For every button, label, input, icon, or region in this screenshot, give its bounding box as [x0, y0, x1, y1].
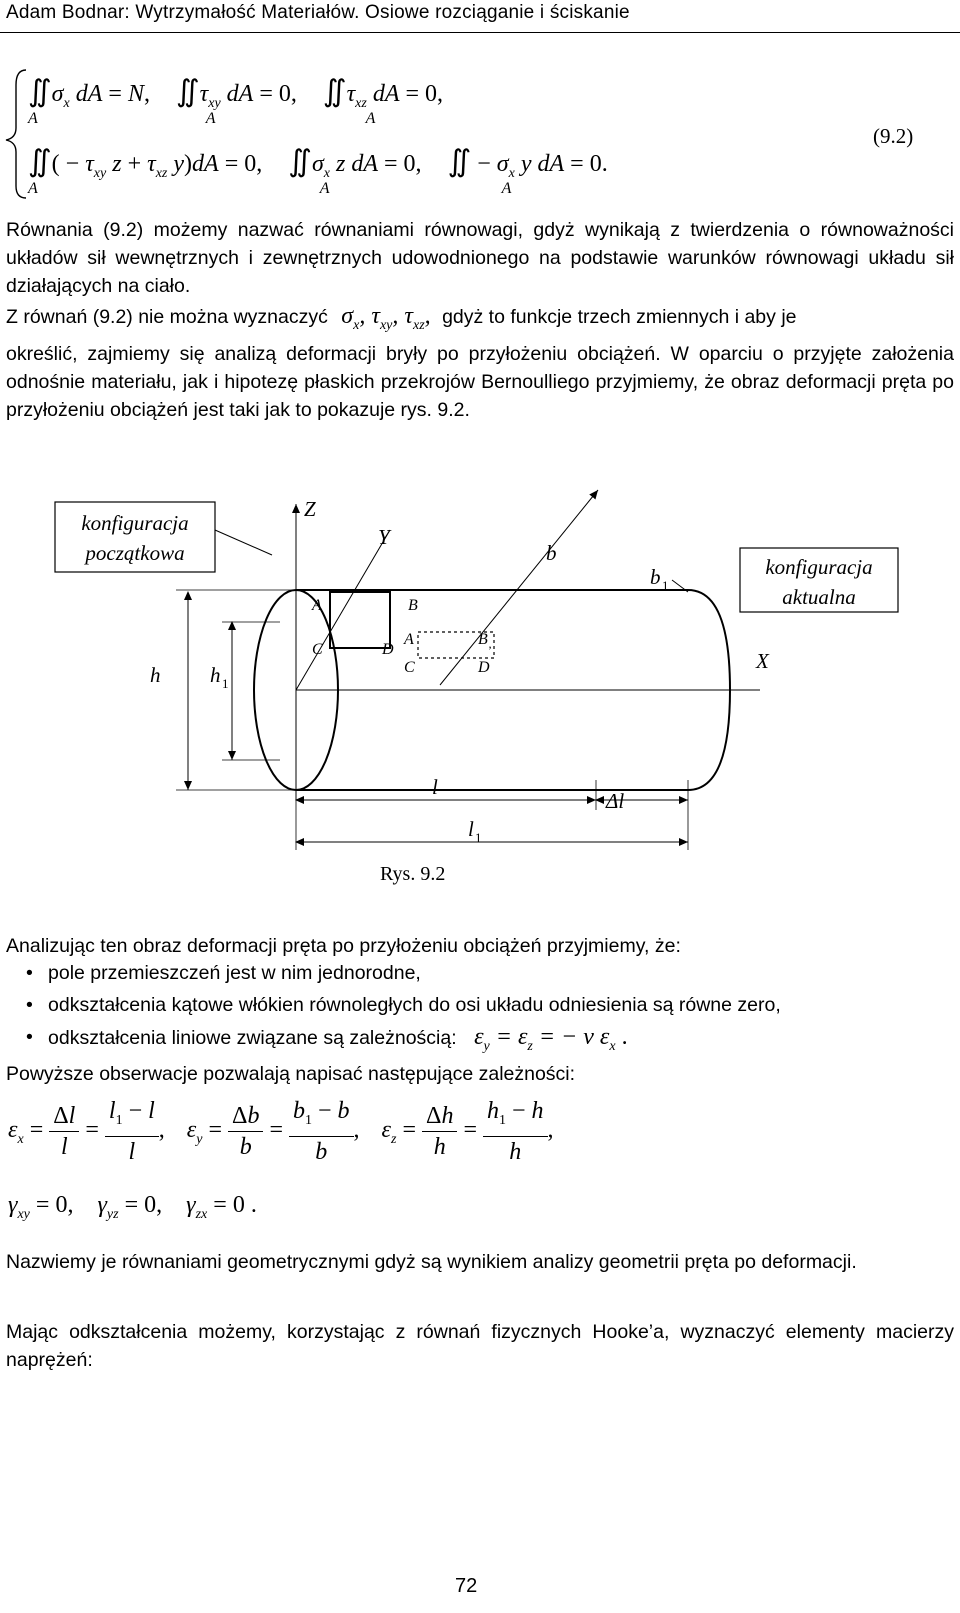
dim-l1-label: l: [468, 817, 474, 841]
dim-l1-sub: 1: [475, 830, 482, 845]
bullet-item: odkształcenia liniowe związane są zależnością: $\varepsilon_y = \varepsilon_z$ = − ν $\varepsilon_x$ .: [48, 1024, 628, 1054]
axis-y-label: Y: [378, 525, 390, 549]
equation-row-2: ∬( − $\tau_{xy}$ $z + \tau_{xz}$ y)dA = 0, $∬\sigma_x$ z dA = 0, ∬ − $\sigma_x$ y dA = 0.: [28, 145, 608, 181]
page-number: 72: [455, 1575, 478, 1597]
equation-row-1-limits: A A A: [28, 110, 376, 127]
paragraph-geometric-equations: Nazwiemy je równaniami geometrycznymi gdyż są wynikiem analizy geometrii pręta po deformacji.: [6, 1251, 857, 1273]
pt-c-prime: C: [404, 659, 415, 676]
dim-dl-label: Δl: [606, 789, 625, 813]
dim-h1-label: h: [210, 663, 221, 687]
label-current-line1: konfiguracja: [765, 555, 873, 579]
dim-b-label: b: [546, 541, 557, 565]
svg-text:’: ’: [488, 643, 492, 657]
paragraph-equilibrium: Równania (9.2) możemy nazwać równaniami równowagi, gdyż wynikają z twierdzenia o równoważności układów sił wewnętrznych i zewnętrznych udowodnionego na podstawie warunków równowagi układu sił działających na ciało.: [6, 219, 954, 297]
label-initial-line1: konfiguracja: [81, 511, 189, 535]
y-axis: [296, 530, 390, 690]
pt-b-prime: B: [478, 631, 488, 648]
bullet-marker: •: [26, 994, 33, 1016]
p2-start: Z równań (9.2) nie można wyznaczyć: [6, 306, 328, 328]
paragraph-assumptions: Analizując ten obraz deformacji pręta po przyłożeniu obciążeń przyjmiemy, że:: [6, 935, 681, 957]
p2-end: gdyż to funkcje trzech zmiennych i aby je: [442, 306, 797, 328]
bullet-item: pole przemieszczeń jest w nim jednorodne,: [48, 962, 421, 984]
label-initial-line2: początkowa: [85, 541, 185, 565]
pt-d: D: [382, 641, 394, 658]
equation-row-1: $∬\sigma_x$ dA = N, $∬\tau_{xy}$ dA = 0, $∬\tau_{xz}$ dA = 0,: [28, 75, 444, 111]
dim-h-label: h: [150, 663, 161, 687]
pt-b: B: [408, 597, 418, 614]
element-initial: [330, 592, 390, 648]
pt-a: A: [312, 597, 322, 614]
bullet-item: odkształcenia kątowe włókien równoległych do osi układu odniesienia są równe zero,: [48, 994, 781, 1016]
dim-b1-label: b: [650, 565, 661, 589]
dim-l-label: l: [432, 775, 438, 799]
bullet-marker: •: [26, 962, 33, 984]
paragraph-hooke: Mając odkształcenia możemy, korzystając z równań fizycznych Hooke’a, wyznaczyć elementy macierzy naprężeń:: [6, 1321, 954, 1371]
dim-b1-sub: 1: [662, 578, 669, 593]
paragraph-relations: Powyższe obserwacje pozwalają napisać następujące zależności:: [6, 1063, 576, 1085]
bullet-marker: •: [26, 1026, 33, 1048]
pt-c: C: [312, 641, 323, 658]
equation-number: (9.2): [873, 124, 914, 148]
figure-caption: Rys. 9.2: [380, 863, 446, 885]
axis-x-label: X: [756, 649, 769, 673]
running-header: Adam Bodnar: Wytrzymałość Materiałów. Osiowe rozciąganie i ściskanie: [6, 2, 630, 23]
shear-strain-equations: $\gamma_{xy} = 0$, $\gamma_{yz} = 0$, $\gamma_{zx} = 0$ .: [8, 1192, 257, 1222]
paragraph-deformation-intro: Z równań (9.2) nie można wyznaczyć $\sigma_x$, $\tau_{xy}$, $\tau_{xz}$, gdyż to funkcje trzech zmiennych i aby je: [6, 303, 797, 333]
dim-h1-sub: 1: [222, 676, 229, 691]
axis-z-label: Z: [304, 497, 316, 521]
strain-equations: $\varepsilon_x$ = $\frac{\Delta l}{l}$ = $\frac{l_1 - l}{l}$ , $\varepsilon_y$ = $\frac{\Delta b}{b}$ = $\frac{b_1 - b}{b}$ , $\varepsilon_z$ = $\frac{\Delta h}{h}$ = $\frac{h_1 - h}{h}$ ,: [8, 1098, 554, 1165]
paragraph-deformation-body: określić, zajmiemy się analizą deformacji bryły po przyłożeniu obciążeń. W oparciu o przyjęte założenia odnośnie materiału, jak i hipotezę płaskich przekrojów Bernoulliego przyjmiemy, że obraz deformacji pręta po przyłożeniu obciążeń jest taki jak to pokazuje rys. 9.2.: [6, 343, 954, 421]
pt-d-prime: D: [478, 659, 490, 676]
label-current-line2: aktualna: [782, 585, 856, 609]
dim-b-arrow: [440, 490, 598, 685]
equation-row-2-limits: A A A: [28, 180, 512, 197]
pt-a-prime: A: [404, 631, 414, 648]
